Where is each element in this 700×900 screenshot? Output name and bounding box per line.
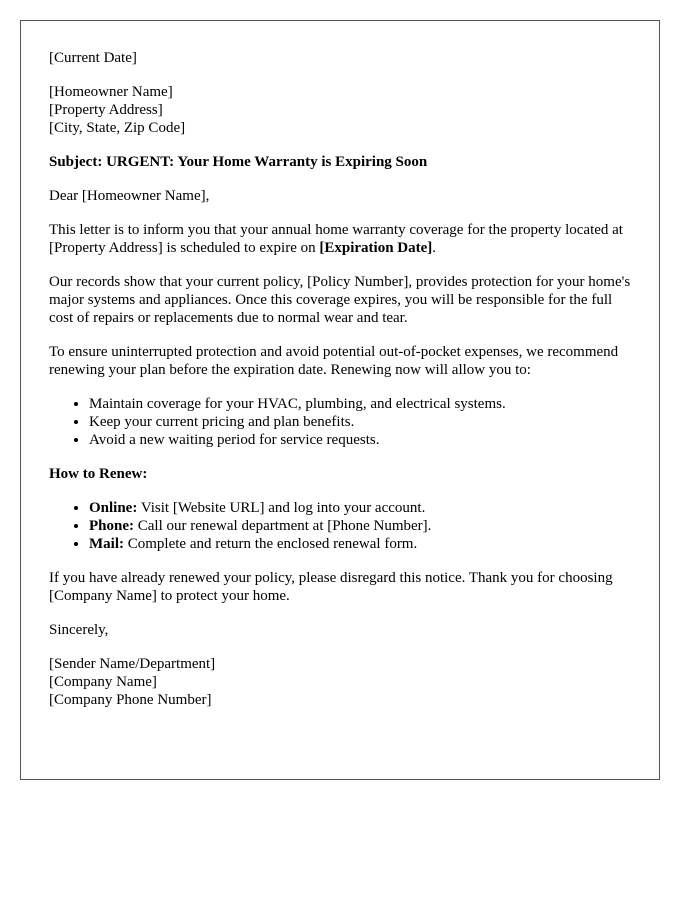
paragraph-policy-info: Our records show that your current policy, [Policy Number], provides protection for your home's major systems and appliances. Once this coverage expires, you will be responsible for the full cost of repairs or replacements due to normal wear and tear.: [49, 274, 631, 326]
sender-company: [Company Name]: [49, 674, 157, 690]
renew-option-text: Complete and return the enclosed renewal form.: [124, 536, 418, 552]
expiration-date: [Expiration Date]: [319, 240, 433, 256]
renew-option-label: Mail:: [89, 536, 124, 552]
renew-option-text: Visit [Website URL] and log into your account.: [137, 500, 426, 516]
paragraph-expiration-end: .: [432, 240, 437, 256]
letter-page: [20, 20, 660, 780]
renew-option-label: Online:: [89, 500, 138, 516]
paragraph-closing: If you have already renewed your policy, please disregard this notice. Thank you for choosing [Company Name] to protect your home.: [49, 570, 613, 604]
sender-block: [49, 655, 631, 709]
list-item: • Maintain coverage for your HVAC, plumbing, and electrical systems.: [89, 395, 631, 413]
recipient-city-state-zip: [City, State, Zip Code]: [49, 120, 186, 136]
paragraph-expiration-notice: [49, 221, 631, 257]
benefits-list: [49, 395, 631, 449]
recipient-name: [Homeowner Name]: [49, 84, 173, 100]
paragraph-expiration-text: This letter is to inform you that your annual home warranty coverage for the property located at [Property Address] is scheduled to expire on: [49, 222, 623, 256]
list-item: • Keep your current pricing and plan benefits.: [89, 413, 631, 431]
renew-option-label: Phone:: [89, 518, 134, 534]
list-item: [89, 499, 631, 517]
recipient-address-block: [49, 83, 631, 137]
sender-phone: [Company Phone Number]: [49, 692, 212, 708]
list-item: • Avoid a new waiting period for service requests.: [89, 431, 631, 449]
letter-subject: Subject: URGENT: Your Home Warranty is Expiring Soon: [49, 154, 428, 170]
recipient-address: [Property Address]: [49, 102, 163, 118]
list-item: [89, 517, 631, 535]
renew-option-text: Call our renewal department at [Phone Number].: [134, 518, 432, 534]
paragraph-renewal-recommendation: To ensure uninterrupted protection and avoid potential out-of-pocket expenses, we recommend renewing your plan before the expiration date. Renewing now will allow you to:: [49, 344, 619, 378]
letter-salutation: Dear [Homeowner Name],: [49, 188, 210, 204]
letter-signoff: Sincerely,: [49, 622, 109, 638]
sender-name: [Sender Name/Department]: [49, 656, 216, 672]
list-item: [89, 535, 631, 553]
letter-date: [Current Date]: [49, 50, 137, 66]
renew-heading: How to Renew:: [49, 466, 148, 482]
renew-options-list: [49, 499, 631, 553]
